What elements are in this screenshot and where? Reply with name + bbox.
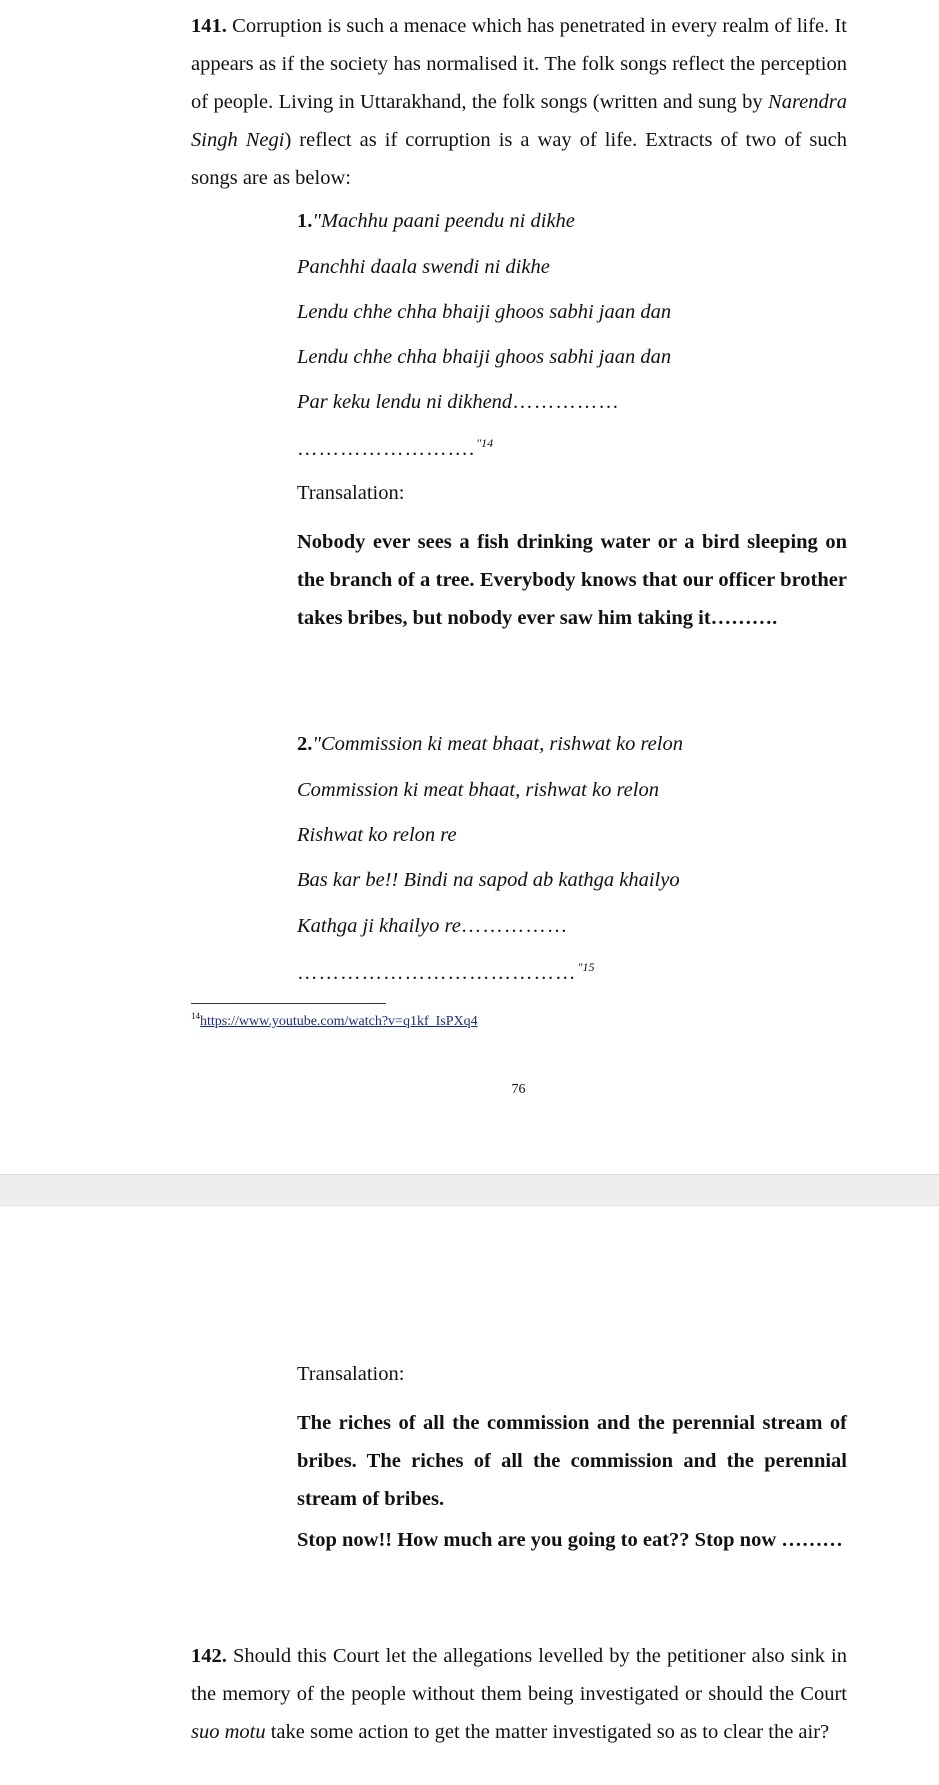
translation-text: Nobody ever sees a fish drinking water or a bird sleeping on the branch of a tree. Everybody knows that our officer brother takes bribes, but nobody ever saw him taking it………. [297,531,847,629]
song1-line-1: 1."Machhu paani peendu ni dikhe [297,210,575,232]
paragraph-text: ) reflect as if corruption is a way of life. Extracts of two of such songs are as below: [191,129,847,189]
footnote-ref-15: "15 [577,960,595,974]
paragraph-number: 142. [191,1645,227,1667]
translation-label: Transalation: [297,482,405,504]
song2-line-3: Rishwat ko relon re [297,824,457,846]
song2-line-6: …………………………………$^{"15}$ [297,960,595,984]
page-number: 76 [511,1082,526,1097]
song1-line-4: Lendu chhe chha bhaiji ghoos sabhi jaan dan [297,346,672,368]
footnote-ref-14: "14 [476,436,494,450]
paragraph-number: 141. [191,15,227,37]
song1-line-6: …………………….$^{"14}$ [297,436,494,460]
footnote-rule [191,1003,386,1004]
latin-term: suo motu [191,1721,266,1743]
footnote-14: $^{14}$https://www.youtube.com/watch?v=q1kf_IsPXq4 [191,1011,478,1029]
song2-line-2: Commission ki meat bhaat, rishwat ko relon [297,779,659,801]
song1-line-2: Panchhi daala swendi ni dikhe [297,256,550,278]
song2-line-4: Bas kar be!! Bindi na sapod ab kathga khailyo [297,869,680,891]
paragraph-text: take some action to get the matter investigated so as to clear the air? [265,1721,830,1743]
paragraph-text: Should this Court let the allegations levelled by the petitioner also sink in the memory of the people without them being investigated or should the Court [191,1645,847,1705]
paragraph-141 [191,7,847,197]
page-separator [0,1174,939,1206]
translation-label: Transalation: [297,1363,405,1385]
translation-text: The riches of all the commission and the perennial stream of bribes. The riches of all the commission and the perennial stream of bribes. [297,1412,847,1510]
song1-line-3: Lendu chhe chha bhaiji ghoos sabhi jaan dan [297,301,672,323]
translation-text-2: Stop now!! How much are you going to eat?? Stop now ……… [297,1529,843,1551]
song2-line-5: Kathga ji khailyo re…………… [297,915,569,937]
footnote-link[interactable]: https://www.youtube.com/watch?v=q1kf_IsPXq4 [200,1014,478,1029]
paragraph-text: Corruption is such a menace which has penetrated in every realm of life. It appears as if the society has normalised it. The folk songs reflect the perception of people. Living in Uttarakhand, the folk songs (written and sung by [191,15,847,113]
author-name: Narendra Singh Negi [191,91,847,151]
paragraph-142 [191,1637,847,1751]
document-page-77 [0,1206,939,1785]
song2-line-1: 2."Commission ki meat bhaat, rishwat ko relon [297,733,683,755]
song1-line-5: Par keku lendu ni dikhend…………… [297,391,620,413]
